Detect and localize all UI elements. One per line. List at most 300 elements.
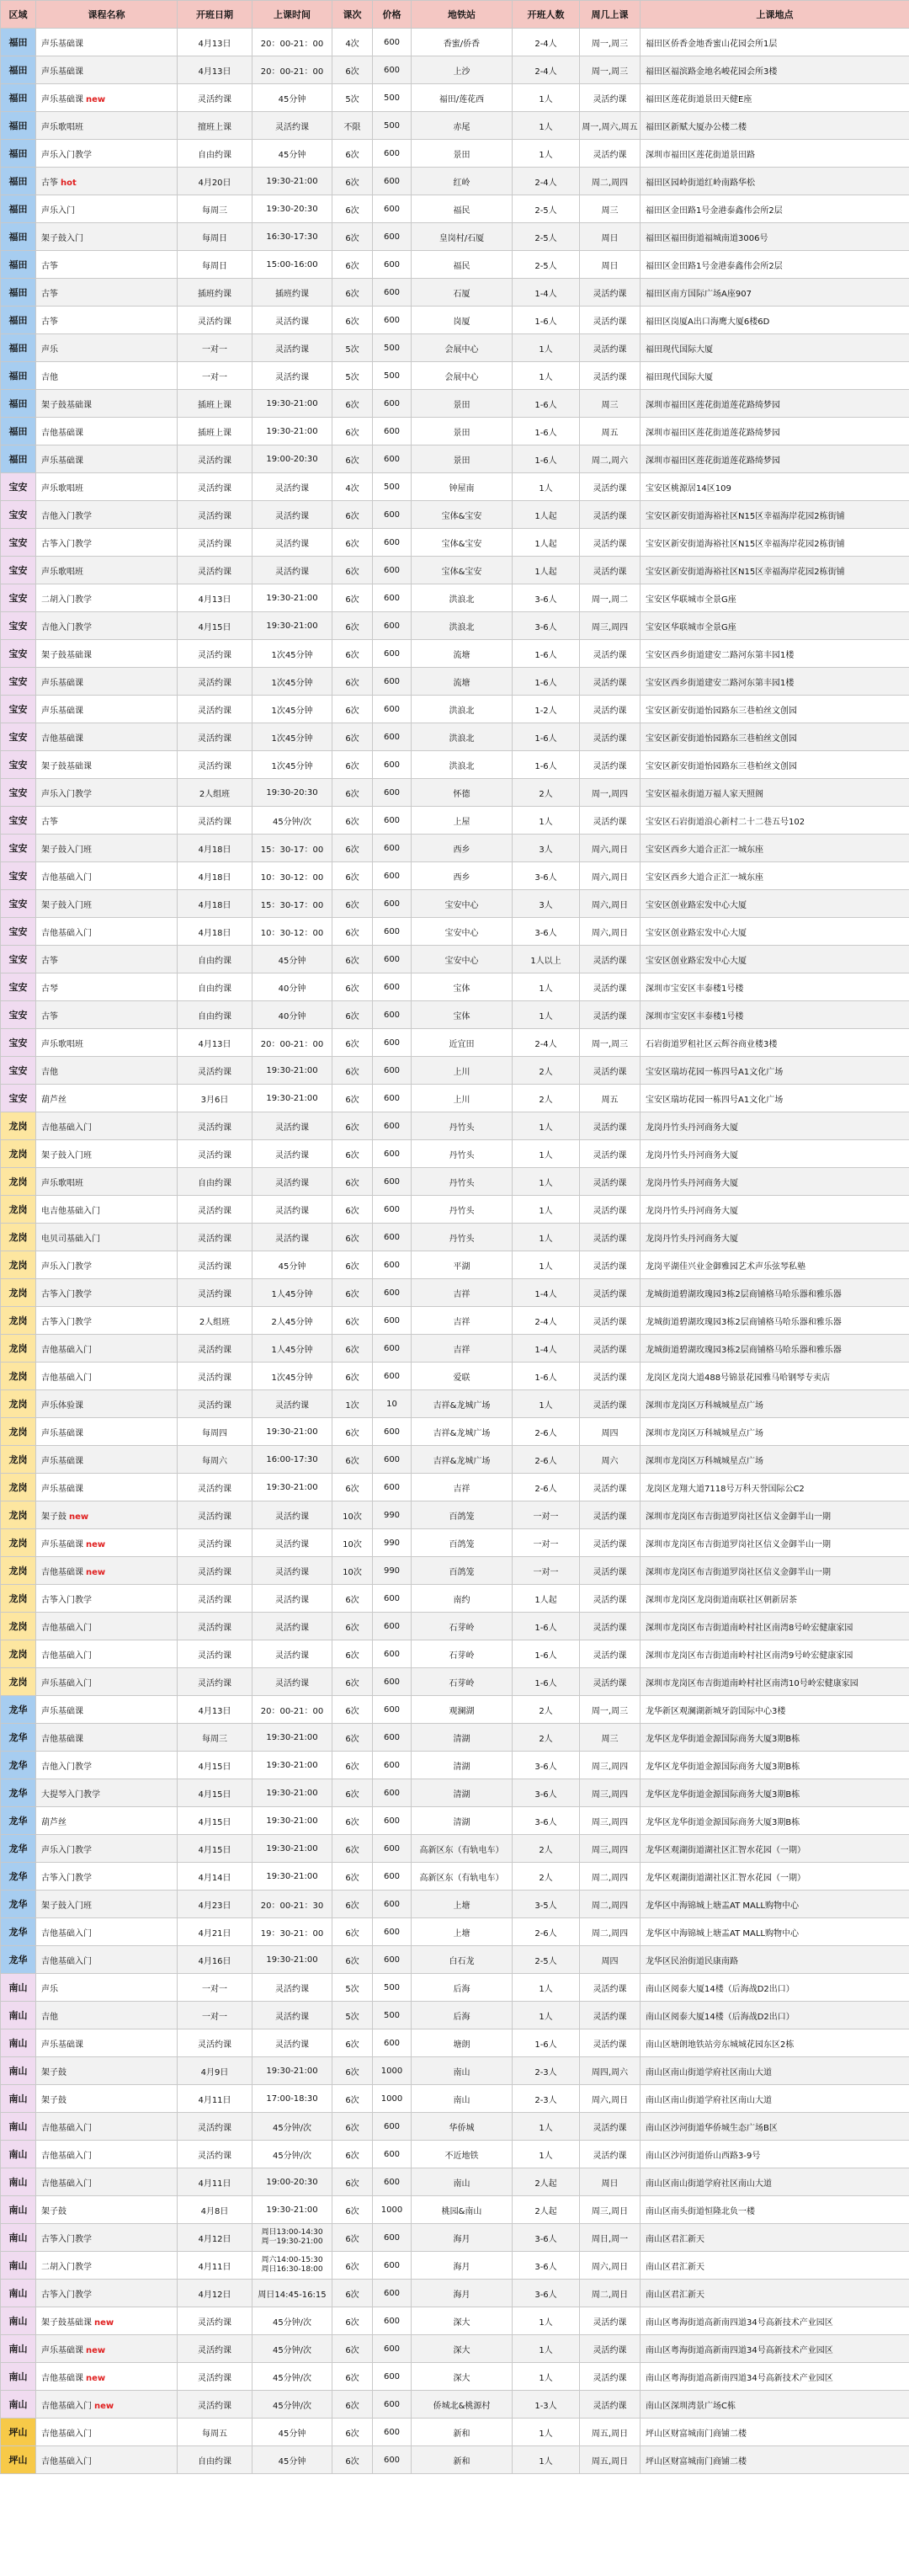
course-name-text: 古琴 bbox=[41, 984, 58, 994]
cell-price: 600 bbox=[373, 1474, 412, 1501]
table-row bbox=[1, 1307, 909, 1335]
cell-metro-station: 流塘 bbox=[412, 640, 513, 668]
cell-class-size: 3-5人 bbox=[513, 1891, 580, 1918]
cell-class-time: 20：00-21：30 bbox=[252, 1891, 332, 1918]
cell-course-name bbox=[36, 418, 178, 445]
cell-price: 600 bbox=[373, 2029, 412, 2057]
course-name-text: 吉他基础入门 bbox=[41, 2151, 92, 2161]
cell-start-date: 灵活约课 bbox=[178, 1279, 252, 1307]
course-name-text: 吉他基础入门 bbox=[41, 2123, 92, 2133]
cell-location: 龙华区观湖街道湖社区汇智水花园（一期） bbox=[641, 1863, 909, 1891]
cell-class-size: 1-6人 bbox=[513, 1668, 580, 1696]
cell-start-date: 灵活约课 bbox=[178, 2391, 252, 2419]
cell-course-name bbox=[36, 1807, 178, 1835]
cell-metro-station: 石厦 bbox=[412, 279, 513, 307]
table-row bbox=[1, 1640, 909, 1668]
cell-course-name bbox=[36, 1307, 178, 1335]
cell-price: 600 bbox=[373, 557, 412, 584]
cell-sessions: 6次 bbox=[332, 2419, 373, 2446]
cell-class-time: 15:00-16:00 bbox=[252, 251, 332, 279]
cell-sessions: 6次 bbox=[332, 1613, 373, 1640]
cell-location: 福田现代国际大厦 bbox=[641, 362, 909, 390]
cell-start-date: 灵活约课 bbox=[178, 2363, 252, 2391]
course-name-text: 声乐入门教学 bbox=[41, 789, 92, 799]
cell-sessions: 6次 bbox=[332, 1668, 373, 1696]
cell-area: 福田 bbox=[1, 251, 36, 279]
cell-price: 600 bbox=[373, 1918, 412, 1946]
course-name-text: 吉他 bbox=[41, 2012, 58, 2022]
cell-class-size: 1-6人 bbox=[513, 640, 580, 668]
cell-metro-station: 上塘 bbox=[412, 1918, 513, 1946]
cell-price: 600 bbox=[373, 612, 412, 640]
cell-price: 500 bbox=[373, 112, 412, 140]
cell-class-size: 1-2人 bbox=[513, 696, 580, 723]
course-name-text: 声乐基础入门 bbox=[41, 1678, 92, 1688]
cell-sessions: 6次 bbox=[332, 1474, 373, 1501]
cell-location: 深圳市龙岗区万科城城星点广场 bbox=[641, 1390, 909, 1418]
cell-weekday: 灵活约课 bbox=[580, 1001, 641, 1029]
cell-area: 龙岗 bbox=[1, 1251, 36, 1279]
cell-metro-station: 百鸽笼 bbox=[412, 1529, 513, 1557]
cell-sessions: 6次 bbox=[332, 1446, 373, 1474]
cell-course-name bbox=[36, 1585, 178, 1613]
cell-area: 福田 bbox=[1, 56, 36, 84]
cell-weekday: 周六,周日 bbox=[580, 862, 641, 890]
table-row bbox=[1, 612, 909, 640]
cell-class-size: 1人 bbox=[513, 1224, 580, 1251]
cell-weekday: 灵活约课 bbox=[580, 2363, 641, 2391]
cell-class-size: 1-4人 bbox=[513, 1279, 580, 1307]
cell-weekday: 周三,周四 bbox=[580, 1835, 641, 1863]
cell-course-name bbox=[36, 640, 178, 668]
cell-course-name bbox=[36, 279, 178, 307]
course-name-text: 声乐歌唱班 bbox=[41, 122, 83, 132]
table-row bbox=[1, 1140, 909, 1168]
cell-weekday: 灵活约课 bbox=[580, 1251, 641, 1279]
cell-weekday: 周二,周四 bbox=[580, 168, 641, 195]
table-row bbox=[1, 584, 909, 612]
cell-class-time: 1人45分钟 bbox=[252, 1335, 332, 1363]
cell-location: 福田区岗厦A出口海鹰大厦6楼6D bbox=[641, 307, 909, 334]
cell-sessions: 6次 bbox=[332, 723, 373, 751]
cell-course-name bbox=[36, 1501, 178, 1529]
cell-price: 600 bbox=[373, 195, 412, 223]
cell-weekday: 周六,周日 bbox=[580, 918, 641, 946]
cell-area: 宝安 bbox=[1, 612, 36, 640]
cell-start-date: 灵活约课 bbox=[178, 1363, 252, 1390]
cell-sessions: 6次 bbox=[332, 1807, 373, 1835]
cell-metro-station: 海月 bbox=[412, 2252, 513, 2280]
cell-class-time: 19:30-21:00 bbox=[252, 1418, 332, 1446]
cell-start-date: 4月12日 bbox=[178, 2280, 252, 2307]
cell-weekday: 周六,周日 bbox=[580, 890, 641, 918]
cell-location: 石岩街道罗租社区云辉谷商业楼3楼 bbox=[641, 1029, 909, 1057]
cell-area: 龙华 bbox=[1, 1807, 36, 1835]
table-row bbox=[1, 751, 909, 779]
cell-weekday: 灵活约课 bbox=[580, 1224, 641, 1251]
table-row bbox=[1, 2224, 909, 2252]
cell-sessions: 6次 bbox=[332, 1057, 373, 1085]
table-row bbox=[1, 2029, 909, 2057]
cell-start-date: 灵活约课 bbox=[178, 1585, 252, 1613]
cell-weekday: 灵活约课 bbox=[580, 668, 641, 696]
cell-start-date: 4月13日 bbox=[178, 29, 252, 56]
cell-start-date: 灵活约课 bbox=[178, 1474, 252, 1501]
course-name-text: 声乐歌唱班 bbox=[41, 1178, 83, 1188]
cell-sessions: 6次 bbox=[332, 1168, 373, 1196]
cell-sessions: 6次 bbox=[332, 1863, 373, 1891]
cell-weekday: 灵活约课 bbox=[580, 946, 641, 973]
cell-weekday: 灵活约课 bbox=[580, 1335, 641, 1363]
cell-area: 南山 bbox=[1, 2141, 36, 2168]
cell-start-date: 4月14日 bbox=[178, 1863, 252, 1891]
cell-area: 龙岗 bbox=[1, 1613, 36, 1640]
table-row bbox=[1, 779, 909, 807]
cell-metro-station: 宝体&宝安 bbox=[412, 557, 513, 584]
cell-metro-station: 上川 bbox=[412, 1057, 513, 1085]
cell-sessions: 6次 bbox=[332, 1196, 373, 1224]
cell-location: 宝安区创业路宏发中心大厦 bbox=[641, 946, 909, 973]
cell-area: 龙岗 bbox=[1, 1585, 36, 1613]
course-name-text: 架子鼓入门班 bbox=[41, 1150, 92, 1160]
cell-course-name bbox=[36, 2168, 178, 2196]
cell-course-name bbox=[36, 1863, 178, 1891]
cell-start-date: 每周六 bbox=[178, 1446, 252, 1474]
course-name-text: 古筝入门教学 bbox=[41, 2290, 92, 2300]
cell-price: 600 bbox=[373, 1807, 412, 1835]
course-name-text: 吉他基础入门 bbox=[41, 1651, 92, 1661]
course-name-text: 声乐基础课 bbox=[41, 1539, 83, 1549]
cell-class-size: 1-6人 bbox=[513, 390, 580, 418]
course-name-text: 二胡入门教学 bbox=[41, 595, 92, 605]
course-name-text: 架子鼓 bbox=[41, 2206, 66, 2216]
cell-weekday: 周一,周四 bbox=[580, 779, 641, 807]
cell-weekday: 灵活约课 bbox=[580, 2002, 641, 2029]
cell-metro-station: 上屋 bbox=[412, 807, 513, 835]
cell-area: 福田 bbox=[1, 29, 36, 56]
cell-start-date: 4月13日 bbox=[178, 1696, 252, 1724]
cell-class-size: 1人 bbox=[513, 807, 580, 835]
cell-class-time: 10：30-12：00 bbox=[252, 862, 332, 890]
cell-location: 南山区君汇新天 bbox=[641, 2224, 909, 2252]
cell-class-time: 灵活约课 bbox=[252, 1196, 332, 1224]
cell-price: 1000 bbox=[373, 2057, 412, 2085]
cell-course-name bbox=[36, 334, 178, 362]
cell-location: 深圳市福田区莲花街道莲花路绮梦园 bbox=[641, 418, 909, 445]
cell-metro-station: 丹竹头 bbox=[412, 1196, 513, 1224]
cell-location: 宝安区新安街道怡园路东三巷柏丝文创园 bbox=[641, 696, 909, 723]
cell-weekday: 周四 bbox=[580, 1946, 641, 1974]
cell-course-name bbox=[36, 2446, 178, 2474]
cell-class-size: 1人 bbox=[513, 2363, 580, 2391]
cell-weekday: 灵活约课 bbox=[580, 362, 641, 390]
table-row bbox=[1, 1779, 909, 1807]
cell-class-size: 1人 bbox=[513, 1001, 580, 1029]
cell-weekday: 灵活约课 bbox=[580, 2113, 641, 2141]
header-class-time: 上课时间 bbox=[252, 1, 332, 29]
cell-course-name bbox=[36, 445, 178, 473]
cell-metro-station: 海月 bbox=[412, 2224, 513, 2252]
cell-course-name bbox=[36, 473, 178, 501]
cell-start-date: 4月15日 bbox=[178, 1752, 252, 1779]
cell-sessions: 6次 bbox=[332, 1752, 373, 1779]
cell-class-size: 1人 bbox=[513, 112, 580, 140]
cell-course-name bbox=[36, 723, 178, 751]
cell-area: 南山 bbox=[1, 2391, 36, 2419]
table-row bbox=[1, 307, 909, 334]
table-row bbox=[1, 890, 909, 918]
cell-class-size: 1人 bbox=[513, 2113, 580, 2141]
course-name-text: 架子鼓入门班 bbox=[41, 1901, 92, 1911]
cell-price: 1000 bbox=[373, 2196, 412, 2224]
cell-course-name bbox=[36, 1335, 178, 1363]
cell-metro-station: 福田/莲花西 bbox=[412, 84, 513, 112]
cell-class-size: 1-6人 bbox=[513, 668, 580, 696]
cell-price: 600 bbox=[373, 946, 412, 973]
cell-start-date: 插班约课 bbox=[178, 279, 252, 307]
cell-sessions: 4次 bbox=[332, 29, 373, 56]
cell-weekday: 灵活约课 bbox=[580, 751, 641, 779]
cell-course-name bbox=[36, 890, 178, 918]
table-row bbox=[1, 1279, 909, 1307]
cell-price: 600 bbox=[373, 584, 412, 612]
table-row bbox=[1, 1946, 909, 1974]
cell-weekday: 灵活约课 bbox=[580, 1974, 641, 2002]
cell-weekday: 灵活约课 bbox=[580, 1307, 641, 1335]
cell-price: 600 bbox=[373, 529, 412, 557]
cell-sessions: 6次 bbox=[332, 1640, 373, 1668]
cell-location: 坪山区财富城南门商铺二楼 bbox=[641, 2446, 909, 2474]
cell-price: 1000 bbox=[373, 2085, 412, 2113]
cell-price: 600 bbox=[373, 223, 412, 251]
cell-weekday: 灵活约课 bbox=[580, 1168, 641, 1196]
course-name-text: 古筝 bbox=[41, 956, 58, 966]
cell-class-size: 3-6人 bbox=[513, 862, 580, 890]
cell-price: 500 bbox=[373, 334, 412, 362]
cell-start-date: 每周日 bbox=[178, 223, 252, 251]
cell-class-time: 19:30-21:00 bbox=[252, 1807, 332, 1835]
cell-course-name bbox=[36, 84, 178, 112]
cell-class-time: 15：30-17：00 bbox=[252, 835, 332, 862]
cell-location: 福田区南方国际广场A座907 bbox=[641, 279, 909, 307]
cell-area: 龙华 bbox=[1, 1779, 36, 1807]
cell-metro-station: 爱联 bbox=[412, 1363, 513, 1390]
cell-class-time: 16:00-17:30 bbox=[252, 1446, 332, 1474]
cell-class-time: 19:30-21:00 bbox=[252, 1779, 332, 1807]
cell-weekday: 灵活约课 bbox=[580, 1557, 641, 1585]
cell-area: 龙岗 bbox=[1, 1112, 36, 1140]
cell-price: 600 bbox=[373, 2280, 412, 2307]
cell-area: 南山 bbox=[1, 2280, 36, 2307]
cell-course-name bbox=[36, 362, 178, 390]
cell-sessions: 6次 bbox=[332, 612, 373, 640]
table-row bbox=[1, 112, 909, 140]
cell-weekday: 周三,周四 bbox=[580, 1807, 641, 1835]
table-row bbox=[1, 946, 909, 973]
cell-location: 龙华区龙华街道金源国际商务大厦3期B栋 bbox=[641, 1779, 909, 1807]
cell-course-name bbox=[36, 1363, 178, 1390]
cell-metro-station: 皇岗村/石厦 bbox=[412, 223, 513, 251]
cell-start-date: 灵活约课 bbox=[178, 668, 252, 696]
cell-course-name bbox=[36, 1446, 178, 1474]
cell-metro-station: 石芽岭 bbox=[412, 1613, 513, 1640]
cell-price: 600 bbox=[373, 2168, 412, 2196]
header-course-name: 课程名称 bbox=[36, 1, 178, 29]
cell-class-size: 1人 bbox=[513, 2141, 580, 2168]
cell-class-time: 19:30-20:30 bbox=[252, 195, 332, 223]
cell-location: 龙华区龙华街道金源国际商务大厦3期B栋 bbox=[641, 1752, 909, 1779]
cell-area: 宝安 bbox=[1, 946, 36, 973]
cell-location: 宝安区创业路宏发中心大厦 bbox=[641, 890, 909, 918]
cell-sessions: 6次 bbox=[332, 307, 373, 334]
cell-start-date: 灵活约课 bbox=[178, 1390, 252, 1418]
cell-start-date: 自由约课 bbox=[178, 140, 252, 168]
course-name-text: 声乐基础课 bbox=[41, 1428, 83, 1438]
cell-course-name bbox=[36, 1724, 178, 1752]
course-name-text: 古筝入门教学 bbox=[41, 1289, 92, 1299]
cell-metro-station: 新和 bbox=[412, 2419, 513, 2446]
cell-location: 深圳市福田区莲花街道莲花路绮梦园 bbox=[641, 445, 909, 473]
cell-location: 龙华区龙华街道金源国际商务大厦3期B栋 bbox=[641, 1807, 909, 1835]
cell-location: 龙华区民治街道民康南路 bbox=[641, 1946, 909, 1974]
cell-course-name bbox=[36, 501, 178, 529]
cell-sessions: 6次 bbox=[332, 696, 373, 723]
cell-course-name bbox=[36, 1474, 178, 1501]
cell-area: 龙岗 bbox=[1, 1446, 36, 1474]
course-tag: hot bbox=[61, 178, 77, 188]
cell-sessions: 5次 bbox=[332, 84, 373, 112]
course-name-text: 古筝 bbox=[41, 817, 58, 827]
cell-start-date: 4月16日 bbox=[178, 1946, 252, 1974]
cell-course-name bbox=[36, 223, 178, 251]
cell-area: 福田 bbox=[1, 445, 36, 473]
cell-price: 600 bbox=[373, 1224, 412, 1251]
cell-class-time: 灵活约课 bbox=[252, 2029, 332, 2057]
cell-area: 南山 bbox=[1, 2335, 36, 2363]
cell-course-name bbox=[36, 779, 178, 807]
cell-class-size: 3-6人 bbox=[513, 2280, 580, 2307]
cell-class-time: 1次45分钟 bbox=[252, 668, 332, 696]
table-row bbox=[1, 473, 909, 501]
cell-price: 600 bbox=[373, 1029, 412, 1057]
cell-weekday: 灵活约课 bbox=[580, 2391, 641, 2419]
cell-start-date: 灵活约课 bbox=[178, 2029, 252, 2057]
cell-sessions: 5次 bbox=[332, 334, 373, 362]
cell-class-size: 1人 bbox=[513, 1974, 580, 2002]
cell-price: 600 bbox=[373, 1668, 412, 1696]
cell-price: 500 bbox=[373, 1974, 412, 2002]
cell-weekday: 周二,周日 bbox=[580, 2280, 641, 2307]
cell-area: 南山 bbox=[1, 2029, 36, 2057]
cell-class-size: 1人 bbox=[513, 1251, 580, 1279]
cell-course-name bbox=[36, 835, 178, 862]
cell-price: 600 bbox=[373, 1446, 412, 1474]
cell-course-name bbox=[36, 56, 178, 84]
cell-sessions: 6次 bbox=[332, 1224, 373, 1251]
cell-sessions: 6次 bbox=[332, 1418, 373, 1446]
table-row bbox=[1, 1112, 909, 1140]
cell-location: 南山区深圳湾景广场C栋 bbox=[641, 2391, 909, 2419]
cell-area: 宝安 bbox=[1, 973, 36, 1001]
course-name-text: 声乐 bbox=[41, 1984, 58, 1994]
cell-start-date: 灵活约课 bbox=[178, 1057, 252, 1085]
table-row bbox=[1, 723, 909, 751]
cell-location: 龙岗丹竹头丹河商务大厦 bbox=[641, 1112, 909, 1140]
cell-area: 宝安 bbox=[1, 640, 36, 668]
cell-price: 600 bbox=[373, 1335, 412, 1363]
table-row bbox=[1, 1029, 909, 1057]
cell-course-name bbox=[36, 1224, 178, 1251]
cell-course-name bbox=[36, 195, 178, 223]
table-row bbox=[1, 251, 909, 279]
cell-metro-station: 吉祥&龙城广场 bbox=[412, 1446, 513, 1474]
cell-area: 宝安 bbox=[1, 751, 36, 779]
cell-class-time: 灵活约课 bbox=[252, 501, 332, 529]
course-tag: new bbox=[94, 2317, 114, 2328]
table-row bbox=[1, 84, 909, 112]
cell-weekday: 灵活约课 bbox=[580, 1363, 641, 1390]
cell-price: 600 bbox=[373, 140, 412, 168]
cell-sessions: 6次 bbox=[332, 2085, 373, 2113]
course-name-text: 古筝入门教学 bbox=[41, 1595, 92, 1605]
cell-class-size: 1人起 bbox=[513, 501, 580, 529]
cell-location: 福田区新赋大厦办公楼二楼 bbox=[641, 112, 909, 140]
header-weekday: 周几上课 bbox=[580, 1, 641, 29]
cell-area: 宝安 bbox=[1, 557, 36, 584]
cell-class-time: 15：30-17：00 bbox=[252, 890, 332, 918]
course-tag: new bbox=[86, 2345, 106, 2355]
cell-weekday: 灵活约课 bbox=[580, 1279, 641, 1307]
cell-area: 龙岗 bbox=[1, 1501, 36, 1529]
header-area: 区域 bbox=[1, 1, 36, 29]
cell-start-date: 4月11日 bbox=[178, 2168, 252, 2196]
table-row bbox=[1, 1807, 909, 1835]
cell-weekday: 灵活约课 bbox=[580, 334, 641, 362]
cell-area: 宝安 bbox=[1, 918, 36, 946]
cell-metro-station: 南约 bbox=[412, 1585, 513, 1613]
course-name-text: 架子鼓入门班 bbox=[41, 845, 92, 855]
cell-area: 宝安 bbox=[1, 890, 36, 918]
cell-price: 990 bbox=[373, 1529, 412, 1557]
cell-sessions: 6次 bbox=[332, 1779, 373, 1807]
cell-course-name bbox=[36, 1085, 178, 1112]
cell-weekday: 灵活约课 bbox=[580, 1390, 641, 1418]
cell-weekday: 周三,周四 bbox=[580, 1752, 641, 1779]
cell-sessions: 6次 bbox=[332, 1085, 373, 1112]
cell-class-size: 2-4人 bbox=[513, 56, 580, 84]
cell-class-time: 灵活约课 bbox=[252, 529, 332, 557]
cell-area: 南山 bbox=[1, 2307, 36, 2335]
cell-area: 宝安 bbox=[1, 723, 36, 751]
cell-class-time: 19:30-21:00 bbox=[252, 1863, 332, 1891]
cell-class-size: 一对一 bbox=[513, 1557, 580, 1585]
cell-class-time: 20：00-21：00 bbox=[252, 56, 332, 84]
cell-price: 600 bbox=[373, 1307, 412, 1335]
cell-course-name bbox=[36, 390, 178, 418]
cell-area: 福田 bbox=[1, 279, 36, 307]
cell-class-time: 19:30-21:00 bbox=[252, 168, 332, 195]
cell-price: 600 bbox=[373, 862, 412, 890]
cell-course-name bbox=[36, 2002, 178, 2029]
cell-weekday: 周三,周四 bbox=[580, 612, 641, 640]
course-name-text: 声乐基础课 bbox=[41, 67, 83, 77]
cell-price: 600 bbox=[373, 779, 412, 807]
cell-class-time: 45分钟 bbox=[252, 2446, 332, 2474]
cell-sessions: 6次 bbox=[332, 2391, 373, 2419]
cell-weekday: 周三 bbox=[580, 390, 641, 418]
cell-class-time: 19：30-21：00 bbox=[252, 1918, 332, 1946]
cell-area: 龙华 bbox=[1, 1891, 36, 1918]
